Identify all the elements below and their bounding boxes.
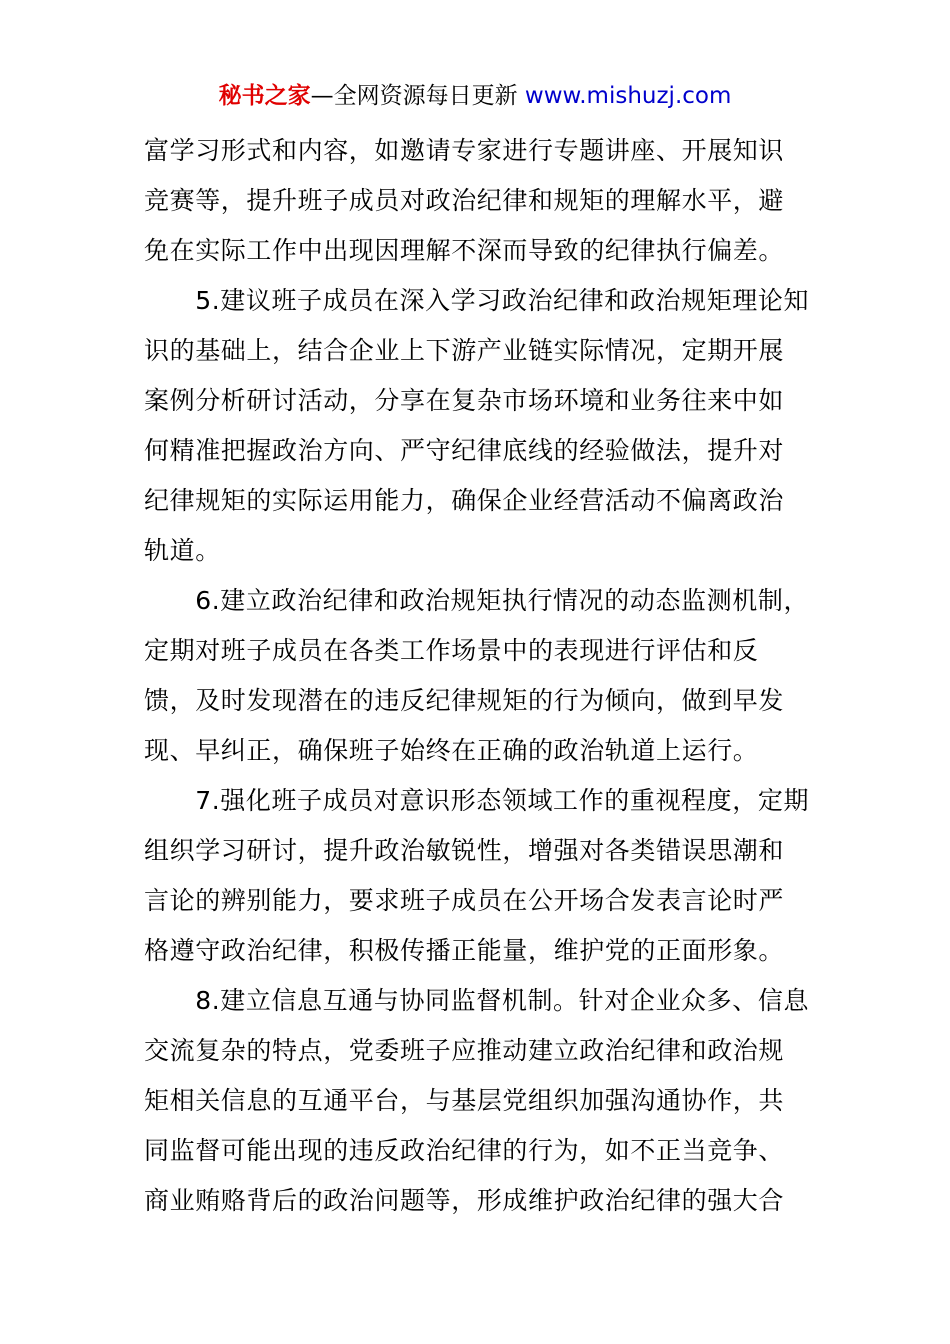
text-line: 纪律规矩的实际运用能力，确保企业经营活动不偏离政治 [144, 486, 785, 515]
text-line: 格遵守政治纪律，积极传播正能量，维护党的正面形象。 [144, 936, 785, 965]
text-line: 矩相关信息的互通平台，与基层党组织加强沟通协作，共 [144, 1086, 785, 1115]
text-line: 8.建立信息互通与协同监督机制。针对企业众多、信息 [144, 986, 810, 1015]
site-brand: 秘书之家 [218, 83, 311, 109]
page-header [0, 80, 950, 112]
text-line: 何精准把握政治方向、严守纪律底线的经验做法，提升对 [144, 436, 785, 465]
text-line: 现、早纠正，确保班子始终在正确的政治轨道上运行。 [144, 736, 759, 765]
text-line: 富学习形式和内容，如邀请专家进行专题讲座、开展知识 [144, 136, 785, 165]
text-line: 案例分析研讨活动，分享在复杂市场环境和业务往来中如 [144, 386, 785, 415]
text-line: 商业贿赂背后的政治问题等，形成维护政治纪律的强大合 [144, 1186, 785, 1215]
text-line: 6.建立政治纪律和政治规矩执行情况的动态监测机制， [144, 586, 810, 615]
text-line: 识的基础上，结合企业上下游产业链实际情况，定期开展 [144, 336, 785, 365]
paragraph-item-7 [144, 776, 810, 976]
paragraph-item-5 [144, 276, 810, 576]
paragraph-continuation [144, 126, 810, 276]
text-line: 轨道。 [144, 536, 221, 565]
text-line: 言论的辨别能力，要求班子成员在公开场合发表言论时严 [144, 886, 785, 915]
paragraph-item-8 [144, 976, 810, 1226]
text-line: 同监督可能出现的违反政治纪律的行为，如不正当竞争、 [144, 1136, 785, 1165]
text-line: 7.强化班子成员对意识形态领域工作的重视程度，定期 [144, 786, 810, 815]
text-line: 免在实际工作中出现因理解不深而导致的纪律执行偏差。 [144, 236, 785, 265]
site-tagline: —全网资源每日更新 [310, 83, 525, 109]
text-line: 5.建议班子成员在深入学习政治纪律和政治规矩理论知 [144, 286, 810, 315]
text-line: 竞赛等，提升班子成员对政治纪律和规矩的理解水平，避 [144, 186, 785, 215]
text-line: 交流复杂的特点，党委班子应推动建立政治纪律和政治规 [144, 1036, 785, 1065]
text-line: 馈，及时发现潜在的违反纪律规矩的行为倾向，做到早发 [144, 686, 785, 715]
paragraph-item-6 [144, 576, 810, 776]
document-body [144, 126, 810, 1226]
text-line: 组织学习研讨，提升政治敏锐性，增强对各类错误思潮和 [144, 836, 785, 865]
site-url-link[interactable]: www.mishuzj.com [524, 83, 732, 109]
text-line: 定期对班子成员在各类工作场景中的表现进行评估和反 [144, 636, 759, 665]
